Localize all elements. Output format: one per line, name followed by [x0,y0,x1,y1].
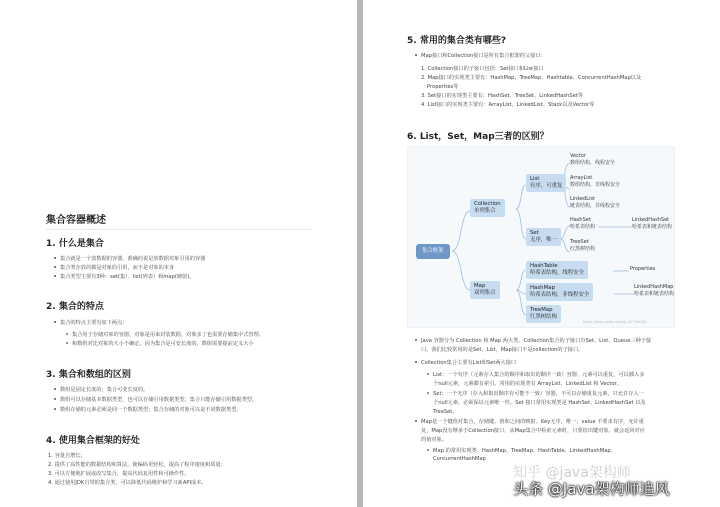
sub-bullet-cont: 个null元素，元素都有索引。常用的实现类有 ArrayList、LinkedList 和 Vector。 [433,381,622,387]
numbered-item: 3. Set接口的实现类主要有：HashSet、TreeSet、LinkedHashSet等 [421,93,583,99]
numbered-item: 4. 通过使用JDK自带的集合类，可以降低代码维护和学习新API成本。 [48,480,207,486]
node-desc: 哈希表和链表结构 [634,291,675,297]
node-hashtable [526,261,588,279]
node-desc: 有序，可重复 [530,183,563,189]
node-desc: 数组结构，非线程安全 [570,182,621,188]
watermark-zhihu: 知乎 @java架构师 [513,465,631,481]
node-title: LinkedHashSet [632,217,670,223]
node-desc: 哈希表结构，非线程安全 [530,292,590,298]
numbered-item-cont: Properties等 [427,84,459,90]
bullet-item: Java 容器分为 Collection 和 Map 两大类，Collection集合的子接口有Set、List、Queue三种子接 [421,338,652,344]
node-desc: 单列集合 [474,208,496,214]
node-title: HashSet [570,217,591,223]
node-list [526,174,566,192]
image-source-url: https://blog.csdn.net/qq_41700030 [583,320,647,324]
mind-map-diagram [407,146,675,328]
node-linkedhashset [632,217,672,231]
node-title: Vector [570,153,586,159]
bullet-item: 数组可以存储基本数据类型，也可以存储引用数据类型；集合只能存储引用数据类型。 [60,397,258,403]
node-title: LinkedList [570,196,596,202]
heading-common-collections: 5. 常用的集合类有哪些? [407,36,507,46]
node-title: ArrayList [570,175,593,181]
node-linkedhashmap [634,284,674,298]
bullet-item: 集合就是一个放数据的容器，准确的说是放数据对象引用的容器 [60,256,206,262]
node-title: Collection [474,201,501,207]
node-desc: 链表结构，非线程安全 [570,203,621,209]
sub-bullet-cont: ConcurrentHashMap [433,456,486,462]
numbered-item: 3. 可以方便地扩展或改写集合，提高代码复用性和可操作性。 [48,471,190,477]
node-title: HashTable [530,263,558,269]
node-title: List [530,176,540,182]
node-desc: 双列集合 [474,290,496,296]
sub-bullet-cont: TreeSet。 [433,409,458,415]
heading-features: 2. 集合的特点 [46,302,104,312]
numbered-item: 2. Map接口的实现类主要有：HashMap、TreeMap、Hashtable、ConcurrentHashMap以及 [421,75,642,81]
sub-bullet-item: Map 的常用实现类：HashMap、TreeMap、HashTable、LinkedHashMap、 [433,448,616,454]
node-set [526,228,561,246]
node-title: Set [530,230,539,236]
node-properties: Properties [630,266,656,272]
node-title: HashMap [530,285,555,291]
bullet-item: 数组存储的元素必须是同一个数据类型；集合存储的对象可以是不同数据类型。 [60,407,242,413]
node-desc: 红黑树结构 [570,246,596,252]
node-vector [570,153,615,167]
bullet-item: 集合类存放的都是对象的引用，而不是对象的本身 [60,265,175,271]
bullet-cont: 复。Map没有继承于Collection接口，从Map集合中检索元素时，只要给出键对象，就会返回对应 [421,428,645,434]
bullet-item: Map接口和Collection接口是所有集合框架的父接口： [421,53,546,59]
node-treeset [570,239,595,253]
heading-what-is-collection: 1. 什么是集合 [46,239,104,249]
sub-bullet-item: 集合用于存储对象的容器，对象是用来封装数据，对象多了也需要存储集中式管理。 [72,332,264,338]
node-desc: 哈希表和链表结构 [632,224,673,230]
node-hashset [570,217,595,231]
numbered-item: 1. 容量自增长； [48,453,86,459]
bullet-item: 集合类型主要有3种：set(集）、list(列表）和map(映射)。 [60,274,195,280]
watermark-toutiao: 头条 @Java架构师追风 [513,480,670,498]
node-arraylist [570,175,620,189]
numbered-item: 1. Collection接口的子接口包括：Set接口和List接口 [421,66,544,72]
node-desc: 哈希表结构，线程安全 [530,270,584,276]
heading-list-set-map: 6. List，Set，Map三者的区别？ [407,132,549,142]
node-desc: 数组结构，线程安全 [570,160,616,166]
node-treemap [526,305,561,323]
divider [46,229,312,230]
bullet-item: Map是一个键值对集合，存储键、值和之间的映射。Key无序，唯一；value 不要求有序，允许重 [421,419,644,425]
node-desc: 红黑树结构 [530,314,557,320]
sub-bullet-item: 和数组对比对象的大小不确定。因为集合是可变长度的。数组需要提前定义大小 [72,341,254,347]
left-page [0,0,357,507]
sub-bullet-item: List：一个有序（元素存入集合的顺序和取出的顺序一致）容器，元素可以重复，可以插入多 [433,372,645,378]
node-title: TreeMap [530,307,553,313]
heading-difference: 3. 集合和数组的区别 [46,370,131,380]
bullet-item: 集合的特点主要有如下两点： [60,320,128,326]
bullet-item: Collection集合主要有List和Set两大接口 [421,360,517,366]
node-desc: 无序，唯一 [530,237,557,243]
numbered-item: 2. 提供了高性能的数据结构和算法，使编码更轻松，提高了程序速度和质量； [48,462,226,468]
node-title: Map [474,283,486,289]
sub-bullet-cont: 个null元素，必须保证元素唯一性。Set 接口常用实现类是 HashSet、LinkedHashSet 以及 [433,400,646,406]
page-title: 集合容器概述 [46,215,106,226]
node-map [470,281,500,299]
bullet-cont: 的值对象。 [421,437,447,443]
node-desc: 哈希表结构 [570,224,596,230]
node-linkedlist [570,196,620,210]
node-title: TreeSet [570,239,589,245]
right-page [363,0,720,507]
node-hashmap [526,283,593,301]
numbered-item: 4. List接口的实现类主要有：ArrayList、LinkedList、Stack以及Vector等 [421,102,595,108]
bullet-item: 数组是固定长度的；集合可变长度的。 [60,387,149,393]
node-title: LinkedHashMap [634,284,674,290]
heading-benefits: 4. 使用集合框架的好处 [46,436,140,446]
sub-bullet-item: Set：一个无序（存入和取出顺序有可能不一致）容器，不可以存储重复元素，只允许存入一 [433,391,644,397]
node-collection [470,199,505,217]
mind-map-root: 集合框架 [416,244,450,259]
bullet-cont: 口。我们比较常用的是Set、List，Map接口不是collection的子接口。 [421,347,584,353]
